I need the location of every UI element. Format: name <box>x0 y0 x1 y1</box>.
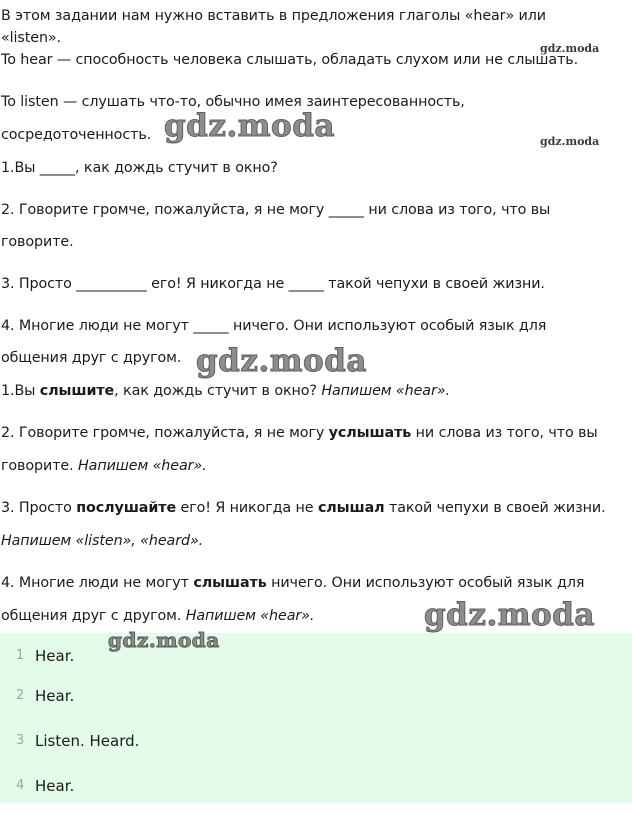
question-2-line1: 2. Говорите громче, пожалуйста, я не могу _____ ни слова из того, что вы <box>1 202 551 218</box>
answer-text: Hear. <box>35 776 75 795</box>
answer-item <box>0 673 632 718</box>
watermark-medium: gdz.moda <box>108 628 220 652</box>
solution-2-line1 <box>0 417 598 450</box>
solution-2-verb: услышать <box>328 425 412 441</box>
solution-4-post: ничего. Они используют особый язык для <box>266 575 585 591</box>
to-listen-definition-line1: To listen — слушать что-то, обычно имея заинтересованность, <box>1 94 465 110</box>
solution-3-post: такой чепухи в своей жизни. <box>384 500 606 516</box>
solution-2-post: ни слова из того, что вы <box>411 425 598 441</box>
answer-number: 3 <box>16 733 25 748</box>
question-4-line2: общения друг с другом. <box>1 350 182 366</box>
solution-3-verb1: послушайте <box>76 500 177 516</box>
intro-line: В этом задании нам нужно вставить в предложения глаголы «hear» или <box>1 8 546 24</box>
answer-number: 2 <box>16 688 25 703</box>
answer-number: 1 <box>16 648 25 663</box>
solution-3-verb2: слышал <box>317 500 385 516</box>
solution-1-note: Напишем «hear». <box>321 383 450 399</box>
solution-4-line2-text: общения друг с другом. <box>1 608 186 624</box>
question-1: 1.Вы _____, как дождь стучит в окно? <box>1 160 278 176</box>
question-3: 3. Просто __________ его! Я никогда не _____ такой чепухи в своей жизни. <box>1 276 545 292</box>
solution-4-verb: слышать <box>193 575 267 591</box>
watermark-large: gdz.moda <box>164 108 335 144</box>
to-hear-definition: To hear — способность человека слышать, обладать слухом или не слышать. <box>1 52 579 68</box>
solution-4-note: Напишем «hear». <box>185 608 315 624</box>
solution-1-verb: слышите <box>39 383 115 399</box>
solution-3-mid: его! Я никогда не <box>176 500 318 516</box>
question-2-line2: говорите. <box>1 234 74 250</box>
answer-text: Listen. Heard. <box>35 731 140 750</box>
intro-block <box>0 0 632 46</box>
intro-line-cut: «listen». <box>1 30 61 46</box>
solution-3-line1 <box>0 492 606 525</box>
watermark-small: gdz.moda <box>540 135 600 148</box>
answer-item <box>0 763 632 808</box>
solution-3-line2 <box>0 525 203 558</box>
solution-3-pre: 3. Просто <box>1 500 77 516</box>
solution-2-line2 <box>0 450 207 483</box>
answer-item <box>0 718 632 763</box>
watermark-large: gdz.moda <box>196 343 367 379</box>
solution-2-pre: 2. Говорите громче, пожалуйста, я не могу <box>1 425 329 441</box>
solution-4-line1 <box>0 567 584 600</box>
answer-item <box>0 633 632 678</box>
watermark-large: gdz.moda <box>424 597 595 633</box>
solution-1-pre: 1.Вы <box>1 383 40 399</box>
answer-text: Hear. <box>35 646 75 665</box>
solution-3-note: Напишем «listen», «heard». <box>1 533 204 549</box>
question-4-line1: 4. Многие люди не могут _____ ничего. Они используют особый язык для <box>1 318 547 334</box>
answer-text: Hear. <box>35 686 75 705</box>
watermark-small: gdz.moda <box>540 42 600 55</box>
solution-2-note: Напишем «hear». <box>78 458 207 474</box>
answers-panel <box>0 633 632 803</box>
solution-1-post: , как дождь стучит в окно? <box>114 383 322 399</box>
to-listen-definition-line2: сосредоточенность. <box>1 127 152 143</box>
answer-number: 4 <box>16 778 25 793</box>
solution-4-pre: 4. Многие люди не могут <box>1 575 194 591</box>
solution-2-line2-text: говорите. <box>1 458 79 474</box>
solution-1 <box>0 375 450 408</box>
